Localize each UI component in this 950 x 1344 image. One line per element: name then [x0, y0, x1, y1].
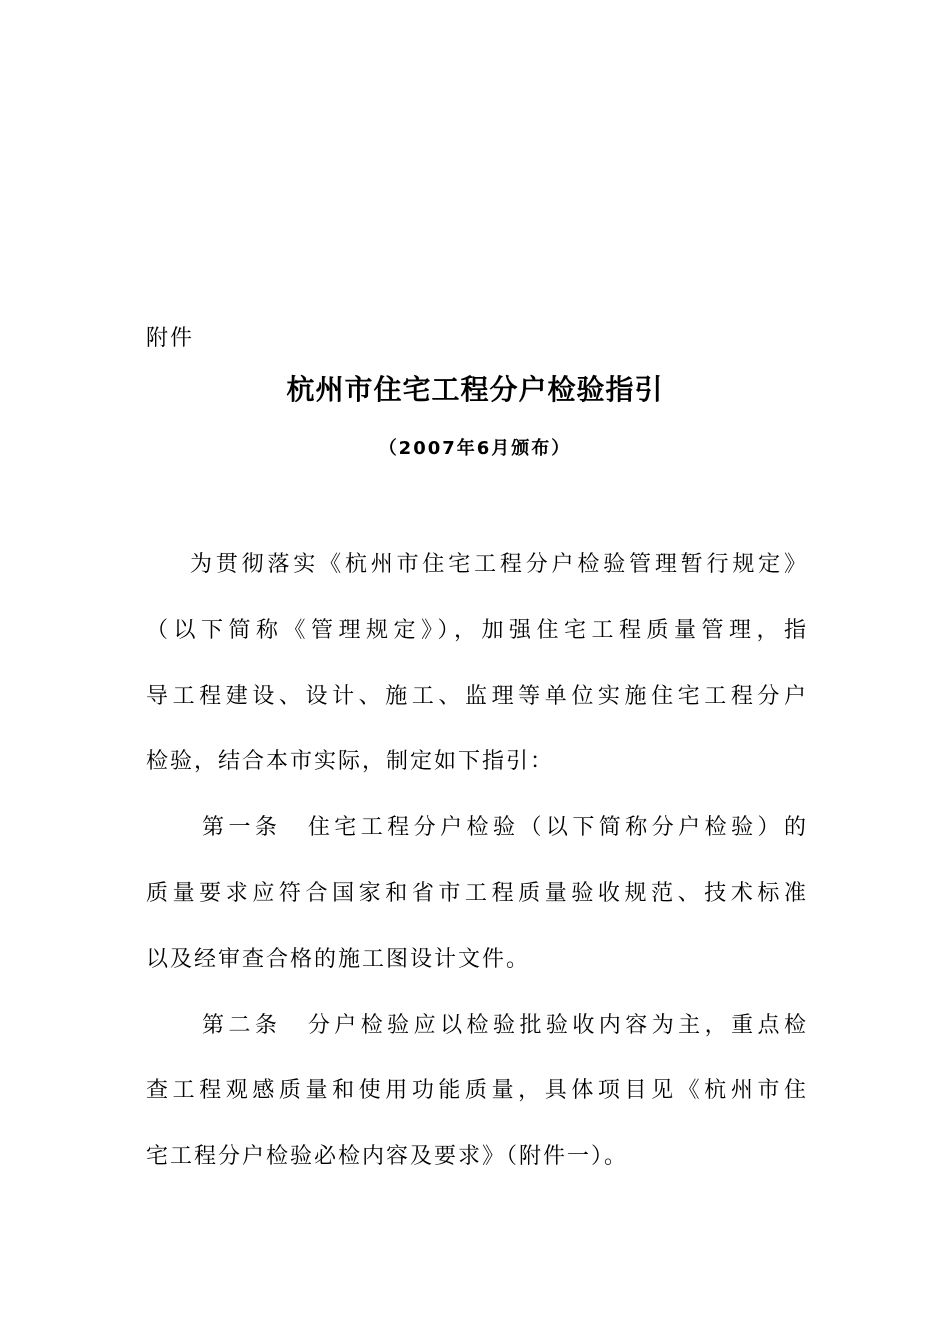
text-line: （以下简称《管理规定》），加强住宅工程质量管理，指: [146, 617, 808, 643]
text-line: 宅工程分户检验必检内容及要求》（附件一）。: [146, 1144, 629, 1170]
text-line: 以及经审查合格的施工图设计文件。: [146, 946, 531, 972]
text-line: 质量要求应符合国家和省市工程质量验收规范、技术标准: [146, 880, 808, 906]
paragraph-preamble: [146, 540, 808, 803]
text-line: 为贯彻落实《杭州市住宅工程分户检验管理暂行规定》: [190, 552, 808, 577]
text-line: 检验，结合本市实际，制定如下指引：: [146, 749, 555, 775]
text-line: 导工程建设、设计、施工、监理等单位实施住宅工程分户: [146, 683, 808, 709]
document-title: 杭州市住宅工程分户检验指引: [286, 373, 664, 406]
paragraph-article-2: [146, 1001, 808, 1198]
attachment-label: 附件: [146, 326, 195, 351]
text-line: 查工程观感质量和使用功能质量，具体项目见《杭州市住: [146, 1078, 808, 1104]
document-subtitle: （2007年6月颁布）: [378, 438, 572, 459]
paragraph-article-1: [146, 803, 808, 1000]
text-line: 第一条 住宅工程分户检验（以下简称分户检验）的: [202, 815, 808, 841]
document-body: [146, 540, 808, 1198]
text-line: 第二条 分户检验应以检验批验收内容为主，重点检: [202, 1012, 808, 1038]
